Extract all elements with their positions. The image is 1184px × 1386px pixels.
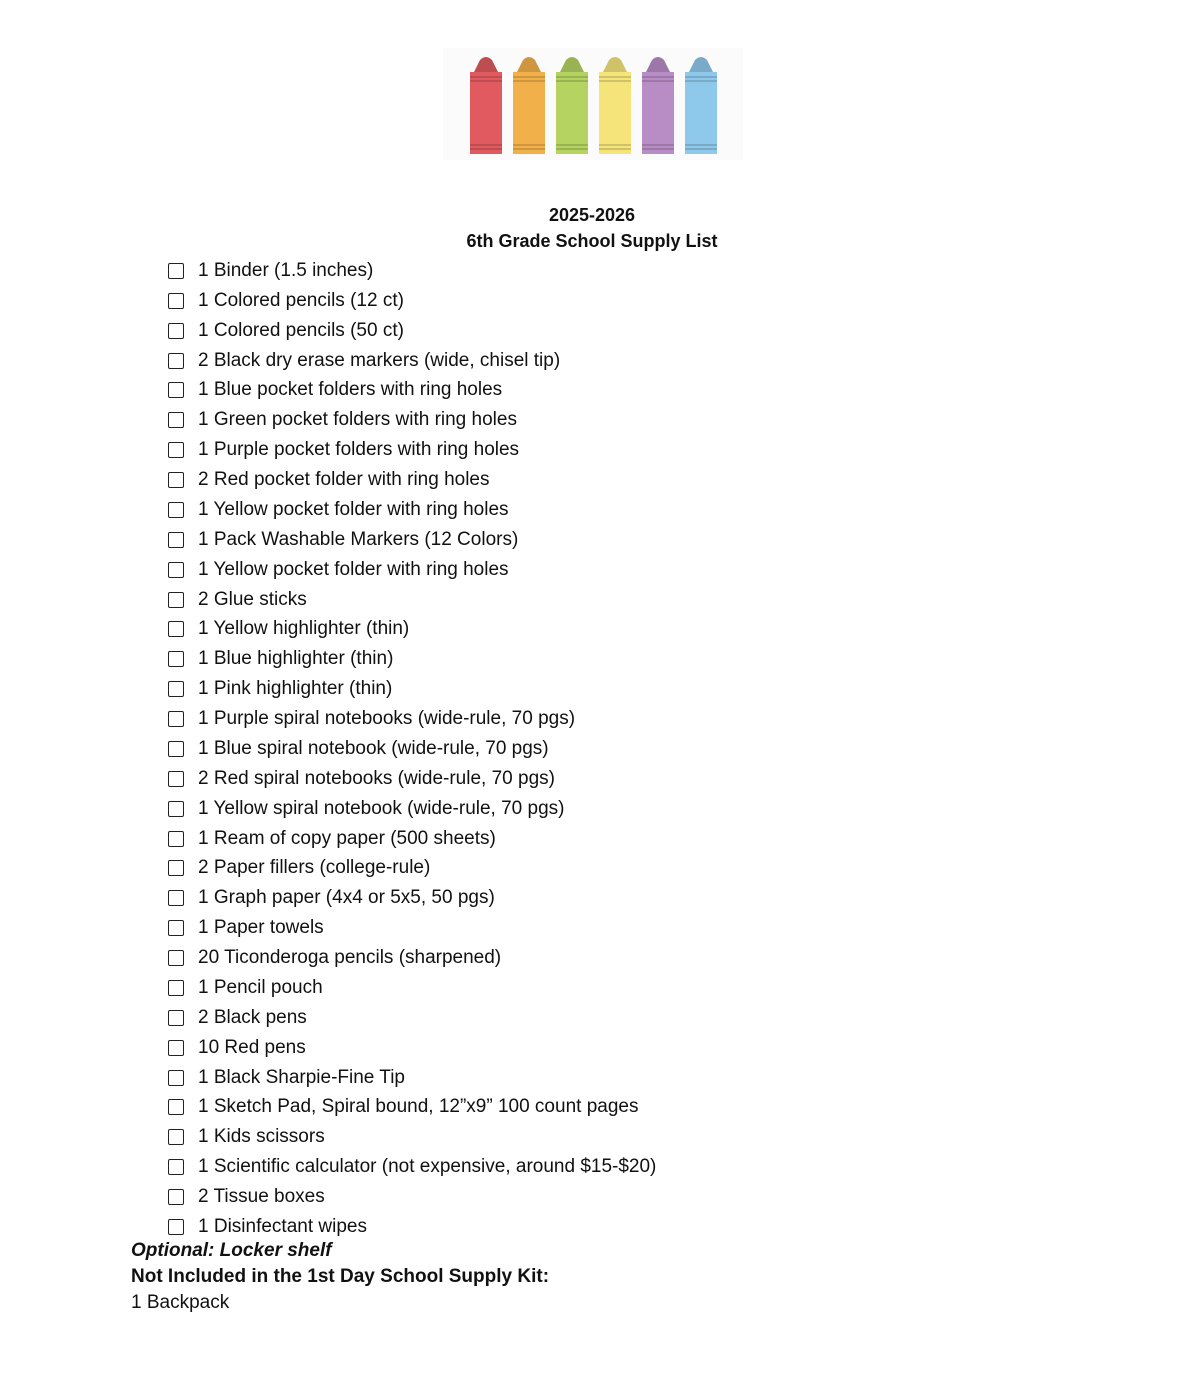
checklist-item-label: 1 Colored pencils (12 ct)	[198, 289, 404, 311]
crayons-icon	[443, 48, 743, 160]
checklist-item	[168, 435, 656, 465]
checkbox[interactable]	[168, 502, 184, 518]
checklist-item-label: 1 Colored pencils (50 ct)	[198, 319, 404, 341]
checklist-item	[168, 316, 656, 346]
checklist-item	[168, 913, 656, 943]
checklist-item	[168, 405, 656, 435]
crayons-logo	[443, 48, 743, 160]
checklist-item	[168, 286, 656, 316]
checklist-item	[168, 1212, 656, 1242]
checklist-item-label: 1 Pink highlighter (thin)	[198, 678, 393, 700]
checklist-item-label: 1 Sketch Pad, Spiral bound, 12”x9” 100 count pages	[198, 1096, 639, 1118]
checkbox[interactable]	[168, 442, 184, 458]
checklist-item-label: 1 Ream of copy paper (500 sheets)	[198, 827, 496, 849]
page-title: 6th Grade School Supply List	[466, 231, 718, 251]
checklist-item-label: 1 Pack Washable Markers (12 Colors)	[198, 528, 519, 550]
checklist-item-label: 2 Black pens	[198, 1006, 307, 1028]
checklist-item-label: 1 Kids scissors	[198, 1126, 325, 1148]
checklist-item-label: 1 Purple spiral notebooks (wide-rule, 70 pgs)	[198, 708, 576, 730]
checkbox[interactable]	[168, 293, 184, 309]
checkbox[interactable]	[168, 1070, 184, 1086]
not-included-heading: Not Included in the 1st Day School Supply Kit:	[131, 1266, 550, 1287]
checklist-item	[168, 1063, 656, 1093]
checklist-item	[168, 346, 656, 376]
checkbox[interactable]	[168, 562, 184, 578]
checklist-item-label: 1 Paper towels	[198, 917, 324, 939]
checkbox[interactable]	[168, 711, 184, 727]
checklist-item	[168, 465, 656, 495]
checklist-item	[168, 883, 656, 913]
checklist-item-label: 1 Pencil pouch	[198, 976, 323, 998]
checkbox[interactable]	[168, 1189, 184, 1205]
checkbox[interactable]	[168, 741, 184, 757]
checklist-item-label: 2 Black dry erase markers (wide, chisel tip)	[198, 349, 561, 371]
checklist-item-label: 2 Glue sticks	[198, 588, 307, 610]
checklist-item-label: 10 Red pens	[198, 1036, 306, 1058]
checklist-item-label: 1 Yellow pocket folder with ring holes	[198, 558, 509, 580]
checkbox[interactable]	[168, 890, 184, 906]
checklist-item-label: 1 Disinfectant wipes	[198, 1215, 367, 1237]
checklist-item	[168, 943, 656, 973]
checkbox[interactable]	[168, 592, 184, 608]
checklist-item-label: 1 Yellow highlighter (thin)	[198, 618, 410, 640]
checklist-item	[168, 704, 656, 734]
checklist-item	[168, 376, 656, 406]
checkbox[interactable]	[168, 532, 184, 548]
checkbox[interactable]	[168, 651, 184, 667]
checklist-item	[168, 525, 656, 555]
checklist-item	[168, 585, 656, 615]
checklist-item	[168, 495, 656, 525]
checklist-item	[168, 1182, 656, 1212]
checkbox[interactable]	[168, 860, 184, 876]
checklist-item	[168, 674, 656, 704]
checklist-item-label: 2 Red spiral notebooks (wide-rule, 70 pgs)	[198, 767, 555, 789]
checklist-item-label: 1 Green pocket folders with ring holes	[198, 409, 517, 431]
checklist-item-label: 2 Red pocket folder with ring holes	[198, 469, 490, 491]
checklist-item-label: 1 Binder (1.5 inches)	[198, 259, 374, 281]
crayon-5	[642, 57, 674, 154]
checkbox[interactable]	[168, 323, 184, 339]
crayon-4	[599, 57, 631, 154]
checklist-item	[168, 1152, 656, 1182]
checklist-item	[168, 973, 656, 1003]
checkbox[interactable]	[168, 831, 184, 847]
checkbox[interactable]	[168, 1159, 184, 1175]
checklist-item-label: 1 Yellow pocket folder with ring holes	[198, 498, 509, 520]
crayon-1	[470, 57, 502, 154]
checklist-item-label: 1 Blue highlighter (thin)	[198, 648, 394, 670]
checklist-item	[168, 854, 656, 884]
checkbox[interactable]	[168, 950, 184, 966]
optional-note: Optional: Locker shelf	[131, 1240, 332, 1261]
checklist-item	[168, 764, 656, 794]
checkbox[interactable]	[168, 353, 184, 369]
checklist-item-label: 1 Purple pocket folders with ring holes	[198, 439, 520, 461]
checklist-item	[168, 256, 656, 286]
crayon-2	[513, 57, 545, 154]
checklist-item	[168, 644, 656, 674]
checkbox[interactable]	[168, 1010, 184, 1026]
not-included-item: 1 Backpack	[131, 1292, 230, 1313]
checklist-item-label: 1 Graph paper (4x4 or 5x5, 50 pgs)	[198, 887, 495, 909]
checkbox[interactable]	[168, 621, 184, 637]
checkbox[interactable]	[168, 771, 184, 787]
checklist-item	[168, 1003, 656, 1033]
checkbox[interactable]	[168, 1099, 184, 1115]
checklist-item	[168, 1093, 656, 1123]
checklist-item	[168, 555, 656, 585]
supply-checklist	[168, 256, 656, 1242]
crayon-6	[685, 57, 717, 154]
checkbox[interactable]	[168, 1129, 184, 1145]
checkbox[interactable]	[168, 1040, 184, 1056]
checklist-item	[168, 734, 656, 764]
checklist-item	[168, 615, 656, 645]
crayon-3	[556, 57, 588, 154]
checklist-item-label: 2 Paper fillers (college-rule)	[198, 857, 431, 879]
checkbox[interactable]	[168, 980, 184, 996]
checklist-item	[168, 794, 656, 824]
school-year: 2025-2026	[548, 205, 636, 225]
checkbox[interactable]	[168, 1219, 184, 1235]
checkbox[interactable]	[168, 412, 184, 428]
checkbox[interactable]	[168, 263, 184, 279]
checklist-item-label: 1 Blue pocket folders with ring holes	[198, 379, 503, 401]
checklist-item-label: 1 Blue spiral notebook (wide-rule, 70 pgs)	[198, 737, 549, 759]
checklist-item-label: 20 Ticonderoga pencils (sharpened)	[198, 947, 502, 969]
checklist-item-label: 2 Tissue boxes	[198, 1186, 325, 1208]
checkbox[interactable]	[168, 472, 184, 488]
checklist-item-label: 1 Black Sharpie-Fine Tip	[198, 1066, 405, 1088]
checkbox[interactable]	[168, 801, 184, 817]
checkbox[interactable]	[168, 920, 184, 936]
checklist-item	[168, 824, 656, 854]
checklist-item-label: 1 Scientific calculator (not expensive, around $15-$20)	[198, 1156, 657, 1178]
checkbox[interactable]	[168, 681, 184, 697]
checklist-item	[168, 1033, 656, 1063]
checklist-item-label: 1 Yellow spiral notebook (wide-rule, 70 pgs)	[198, 797, 565, 819]
checklist-item	[168, 1122, 656, 1152]
checkbox[interactable]	[168, 382, 184, 398]
